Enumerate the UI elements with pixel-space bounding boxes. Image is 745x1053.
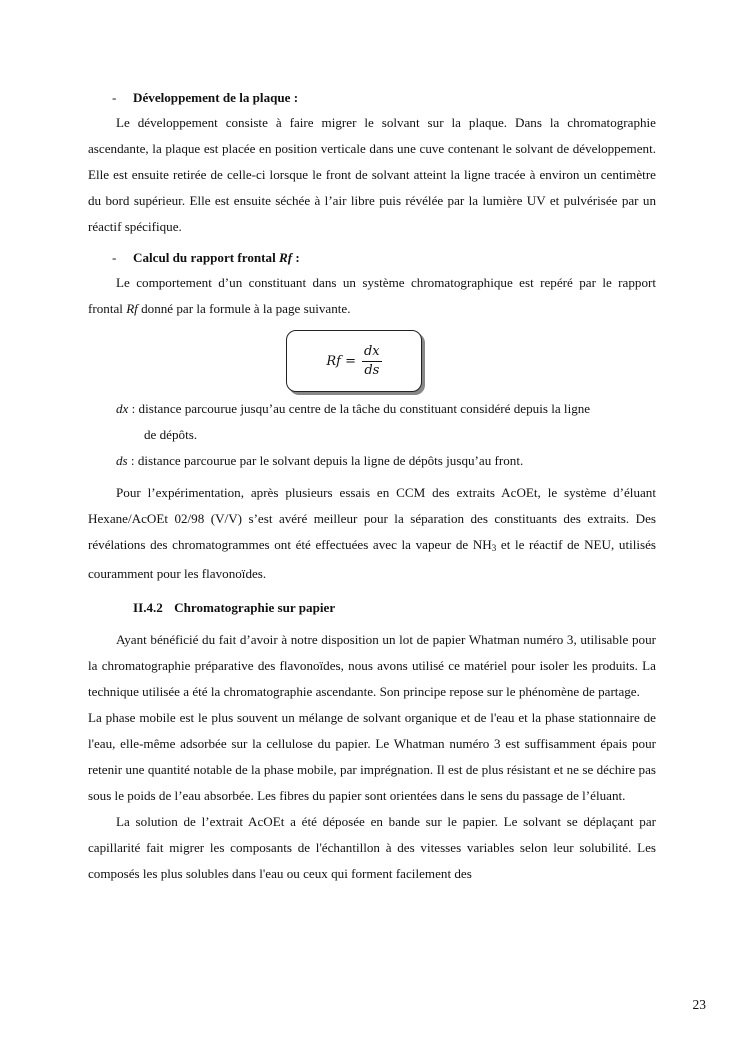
bullet-calcul-rf: [88, 246, 656, 270]
definition-text: : distance parcourue par le solvant depuis la ligne de dépôts jusqu’au front.: [127, 453, 524, 468]
formula-rf: [287, 331, 421, 391]
formula-box: [286, 330, 422, 392]
page-number: 23: [692, 997, 706, 1012]
formula-denominator: ds: [364, 362, 380, 378]
text-var: Rf: [126, 301, 138, 316]
definition-var: dx: [116, 401, 129, 416]
section-heading: [88, 595, 656, 621]
definition-ds: [88, 448, 656, 474]
definition-dx: [88, 396, 656, 422]
subscript: 3: [491, 543, 497, 553]
paragraph-solution: La solution de l’extrait AcOEt a été déposée en bande sur le papier. Le solvant se déplaçant par capillarité fait migrer les composants de l'échantillon à des vitesses variables selon leur solubilité. Les composés les plus solubles dans l'eau ou ceux qui forment facilement des: [88, 814, 656, 881]
bullet-title-suffix: :: [292, 250, 300, 265]
bullet-developpement: [88, 86, 656, 110]
paragraph-whatman: Ayant bénéficié du fait d’avoir à notre disposition un lot de papier Whatman numéro 3, utilisable pour la chromatographie préparative des flavonoïdes, nous avons utilisé ce matériel pour isoler les produits. La technique utilisée a été la chromatographie ascendante. Son principe repose sur le phénomène de partage.: [88, 632, 656, 699]
page-content: [88, 86, 656, 887]
bullet-dash: -: [112, 250, 117, 265]
section-title: Chromatographie sur papier: [174, 600, 336, 615]
section-number: II.4.2: [133, 600, 163, 615]
formula-container: [88, 330, 656, 392]
formula-fraction: [362, 344, 382, 379]
paragraph-experimentation: [88, 480, 656, 587]
text-segment: Pour l’expérimentation, après plusieurs essais en CCM des extraits AcOEt, le système d’éluant Hexane/AcOEt 02/98 (V/V) s’est avéré meilleur pour la séparation des constituants des extraits. Des révélations des chromatogrammes ont été effectuées avec la vapeur de NH: [88, 485, 656, 552]
text-segment: Le comportement d’un constituant dans un système chromatographique est repéré par le rapport frontal: [88, 275, 656, 316]
formula-numerator: dx: [362, 344, 382, 362]
bullet-dash: -: [112, 90, 117, 105]
definition-text-cont: de dépôts.: [144, 427, 198, 442]
definition-var: ds: [116, 453, 128, 468]
paragraph-rapport-frontal: [88, 270, 656, 322]
bullet-title-var: Rf: [278, 250, 293, 265]
paragraph-phase-mobile: La phase mobile est le plus souvent un mélange de solvant organique et de l'eau et la phase stationnaire de l'eau, elle-même adsorbée sur la cellulose du papier. Le Whatman numéro 3 est suffisamment épais pour retenir une quantité notable de la phase mobile, par imprégnation. Il est de plus résistant et ne se déchire pas sous le poids de l’eau absorbée. Les fibres du papier sont orientées dans le sens du passage de l’éluant.: [88, 710, 656, 803]
text-segment: et le réactif de NEU, utilisés couramment pour les flavonoïdes.: [88, 537, 657, 581]
paragraph-developpement: Le développement consiste à faire migrer le solvant sur la plaque. Dans la chromatographie ascendante, la plaque est placée en position verticale dans une cuve contenant le solvant de développement. Elle est ensuite retirée de celle-ci lorsque le front de solvant atteint la ligne tracée à environ un centimètre du bord supérieur. Elle est ensuite séchée à l’air libre puis révélée par la lumière UV et pulvérisée par un réactif spécifique.: [88, 115, 656, 234]
bullet-title: Développement de la plaque :: [133, 90, 299, 105]
text-segment: donné par la formule à la page suivante.: [137, 301, 351, 316]
definition-text: : distance parcourue jusqu’au centre de la tâche du constituant considéré depuis la ligne: [128, 401, 591, 416]
definition-dx-cont: [88, 422, 656, 448]
bullet-title: Calcul du rapport frontal: [133, 250, 279, 265]
formula-lhs: Rf =: [326, 353, 356, 369]
